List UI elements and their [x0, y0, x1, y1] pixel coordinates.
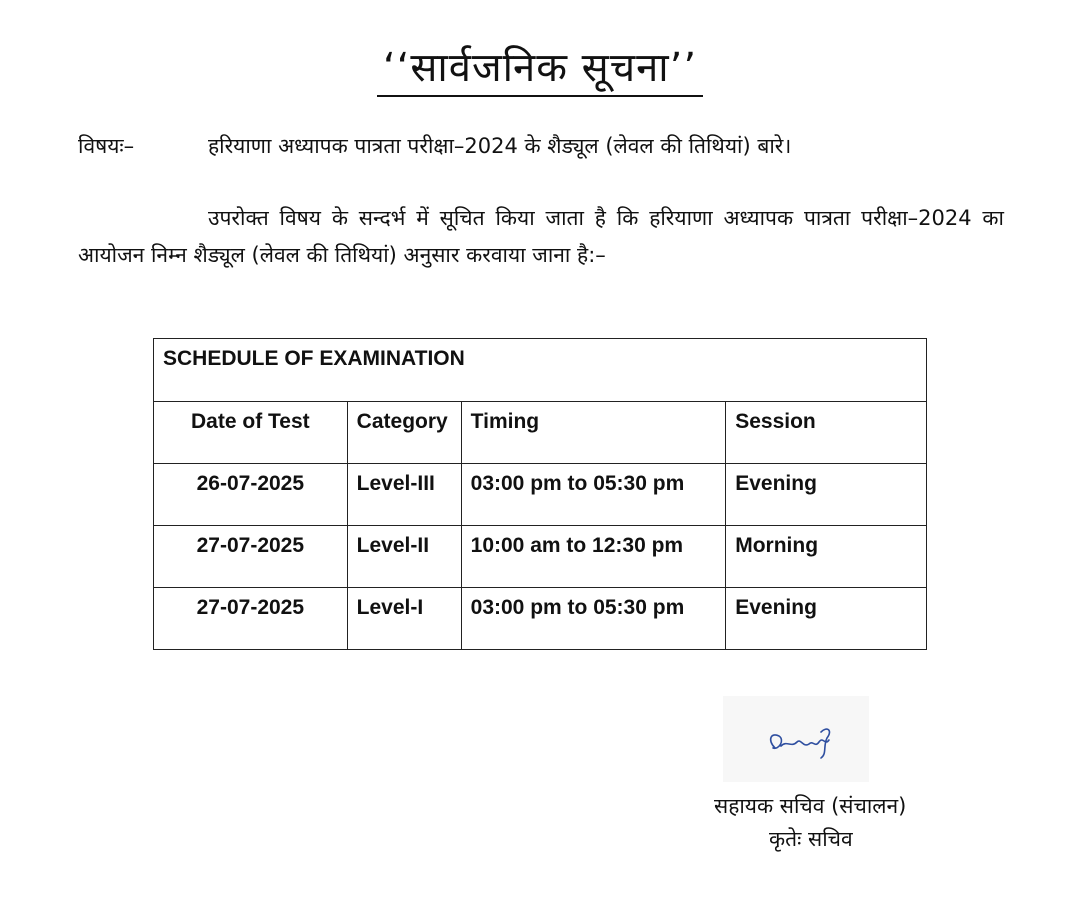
cell-category: Level-III	[347, 464, 461, 526]
notice-paragraph: उपरोक्त विषय के सन्दर्भ में सूचित किया जाता है कि हरियाणा अध्यापक पात्रता परीक्षा–2024 का आयोजन निम्न शैड्यूल (लेवल की तिथियां) अनुसार करवाया जाना है:–	[78, 206, 1004, 267]
schedule-table	[153, 338, 927, 650]
notice-title: ‘‘सार्वजनिक सूचना’’	[377, 38, 703, 97]
signatory-designation: सहायक सचिव (संचालन)	[714, 794, 907, 818]
signature-scribble	[723, 696, 869, 782]
cell-category: Level-I	[347, 588, 461, 650]
header-category: Category	[347, 402, 461, 464]
cell-date: 27-07-2025	[154, 526, 348, 588]
subject-text: हरियाणा अध्यापक पात्रता परीक्षा–2024 के शैड्यूल (लेवल की तिथियां) बारे।	[208, 134, 792, 158]
header-date: Date of Test	[154, 402, 348, 464]
cell-session: Evening	[726, 588, 927, 650]
subject-label: विषयः–	[78, 134, 135, 158]
cell-session: Morning	[726, 526, 927, 588]
cell-category: Level-II	[347, 526, 461, 588]
signatory-block	[714, 790, 974, 856]
cell-timing: 10:00 am to 12:30 pm	[461, 526, 726, 588]
table-row	[154, 464, 927, 526]
table-row	[154, 526, 927, 588]
cell-session: Evening	[726, 464, 927, 526]
cell-timing: 03:00 pm to 05:30 pm	[461, 464, 726, 526]
notice-header	[0, 38, 1080, 97]
subject-line	[78, 132, 1008, 160]
cell-date: 26-07-2025	[154, 464, 348, 526]
table-row	[154, 588, 927, 650]
table-caption: SCHEDULE OF EXAMINATION	[154, 339, 927, 402]
header-session: Session	[726, 402, 927, 464]
cell-date: 27-07-2025	[154, 588, 348, 650]
signatory-on-behalf: कृतेः सचिव	[769, 827, 853, 851]
cell-timing: 03:00 pm to 05:30 pm	[461, 588, 726, 650]
table-caption-row	[154, 339, 927, 402]
signature	[723, 696, 869, 782]
table-header-row	[154, 402, 927, 464]
header-timing: Timing	[461, 402, 726, 464]
